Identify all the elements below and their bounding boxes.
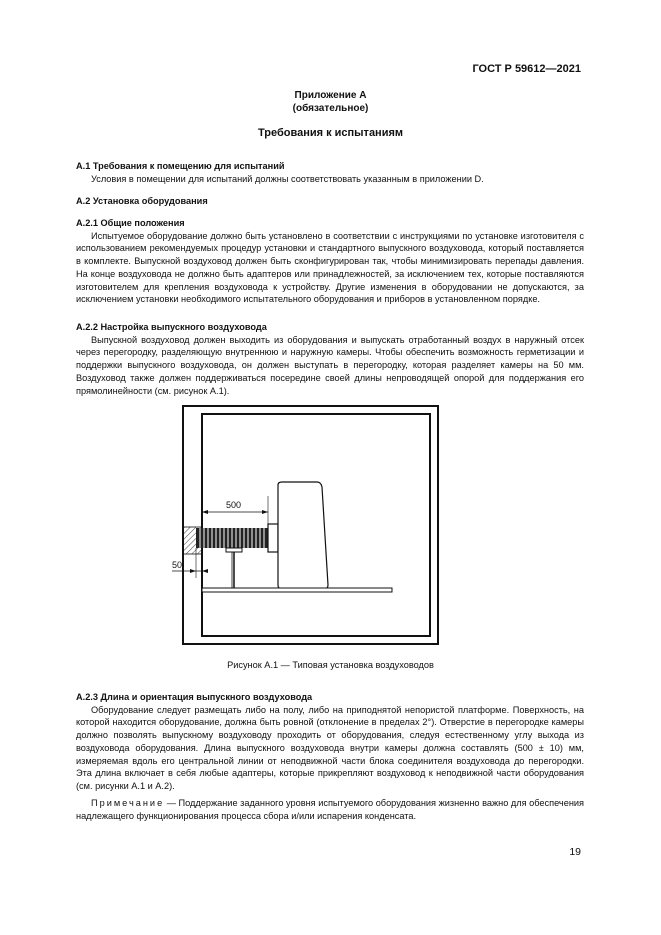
figure-a1-duct-installation <box>168 402 440 648</box>
section-a1 <box>76 160 584 185</box>
section-a22 <box>76 321 584 397</box>
section-a2 <box>76 195 584 208</box>
section-a2-heading: А.2 Установка оборудования <box>76 196 208 206</box>
section-a1-text: Условия в помещении для испытаний должны соответствовать указанным в приложении D. <box>91 173 484 184</box>
section-a23-heading: А.2.3 Длина и ориентация выпускного воздуховода <box>76 692 313 702</box>
duct-support-top <box>226 548 242 552</box>
section-a21 <box>76 217 584 306</box>
document-title: Требования к испытаниям <box>257 127 404 139</box>
dim-50-label: 50 <box>172 560 183 570</box>
annex-subtitle: (обязательное) <box>292 103 369 114</box>
standard-number: ГОСТ Р 59612—2021 <box>472 63 581 75</box>
section-a1-heading: А.1 Требования к помещению для испытаний <box>76 161 285 171</box>
section-a21-heading: А.2.1 Общие положения <box>76 218 185 228</box>
appliance-under-test <box>278 482 328 589</box>
section-a21-text: Испытуемое оборудование должно быть установлено в соответствии с инструкциями по установке изготовителя с использованием рекомендуемых процедур установки и стандартного выпускного воздуховода, который поставляется в комплекте. Выпускной воздуховод должен быть сконфигурирован так, чтобы минимизировать перепады давления. На конце воздуховода не должно быть адаптеров или принадлежностей, за исключением тех, которые поставляются изготовителем для крепления воздуховода к устройству. Другие изменения в оборудовании не допускаются, за исключением установки необходимого испытательного оборудования и приборов в установленном порядке. <box>76 230 584 305</box>
note <box>76 797 584 822</box>
figure-caption: Рисунок А.1 — Типовая установка воздуховодов <box>227 660 434 670</box>
dim-500-label: 500 <box>226 500 242 510</box>
exhaust-duct <box>196 528 270 548</box>
annex-title: Приложение А <box>294 90 367 101</box>
duct-connector <box>268 524 278 552</box>
section-a23 <box>76 691 584 793</box>
page-number: 19 <box>569 846 581 858</box>
section-a22-text: Выпускной воздуховод должен выходить из оборудования и выпускать отработанный воздух в наружный отсек через перегородку, разделяющую внутреннюю и наружную камеры. Чтобы обеспечить возможность герметизации и поддержки выпускного воздуховода, он должен выступать в перегородку, которая разделяет камеры на 50 мм. Воздуховод также должен поддерживаться посередине своей длины непроводящей опорой для поддержания его прямолинейности (см. рисунок А.1). <box>76 334 584 396</box>
section-a22-heading: А.2.2 Настройка выпускного воздуховода <box>76 322 267 332</box>
note-text: — Поддержание заданного уровня испытуемого оборудования жизненно важно для обеспечения надлежащего функционирования процесса сбора и/или испарения конденсата. <box>76 798 584 821</box>
section-a23-text: Оборудование следует размещать либо на полу, либо на приподнятой непористой платформе. Поверхность, на которой находится оборудование, должна быть ровной (отклонение в пределах 2°). Отверстие в перегородке камеры должно позволять выпускному воздуховоду проходить от оборудования, следуя естественному углу выхода из воздуховода оборудования. Длина выпускного воздуховода внутри камеры должна составлять (500 ± 10) мм, измеряемая вдоль его центральной линии от неподвижной части блока соединителя воздуховода до перегородки. Эта длина включает в себя любые адаптеры, которые прикрепляют воздуховод к неподвижной части оборудования (см. рисунки А.1 и А.2). <box>76 704 584 791</box>
platform <box>202 588 392 592</box>
note-label: Примечание <box>91 798 165 808</box>
